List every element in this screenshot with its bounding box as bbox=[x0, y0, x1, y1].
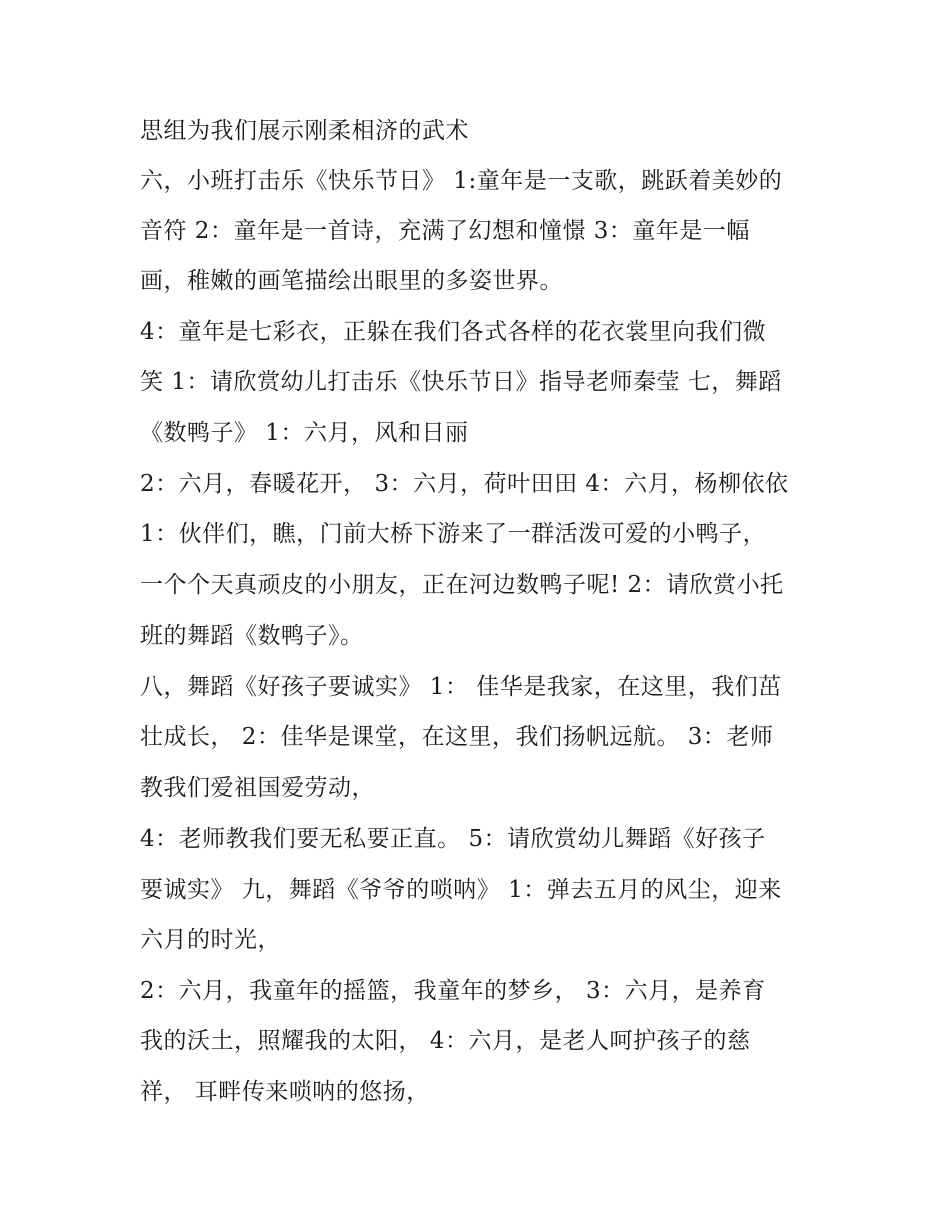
text-line: 祥， 耳畔传来唢呐的悠扬， bbox=[140, 1079, 430, 1105]
text-line: 班的舞蹈《数鸭子》。 bbox=[140, 623, 364, 649]
text-line: 六，小班打击乐《快乐节日》 1:童年是一支歌，跳跃着美妙的 bbox=[140, 168, 783, 194]
text-line: 八，舞蹈《好孩子要诚实》 1： 佳华是我家，在这里，我们茁 bbox=[140, 674, 782, 700]
text-line: 思组为我们展示刚柔相济的武术 bbox=[140, 118, 469, 144]
text-line: 1：伙伴们，瞧，门前大桥下游来了一群活泼可爱的小鸭子， bbox=[140, 521, 767, 547]
text-line: 画，稚嫩的画笔描绘出眼里的多姿世界。 bbox=[140, 268, 563, 294]
text-line: 4：老师教我们要无私要正直。 5：请欣赏幼儿舞蹈《好孩子 bbox=[140, 826, 766, 852]
text-line: 教我们爱祖国爱劳动， bbox=[140, 775, 375, 801]
text-line: 要诚实》 九，舞蹈《爷爷的唢呐》 1：弹去五月的风尘，迎来 bbox=[140, 877, 782, 903]
text-line: 一个个天真顽皮的小朋友，正在河边数鸭子呢! 2：请欣赏小托 bbox=[140, 572, 784, 598]
text-line: 2：六月，春暖花开， 3：六月，荷叶田田 4：六月，杨柳依依 bbox=[140, 471, 789, 497]
text-line: 壮成长， 2：佳华是课堂，在这里，我们扬帆远航。 3：老师 bbox=[140, 724, 774, 750]
text-line: 4：童年是七彩衣，正躲在我们各式各样的花衣裳里向我们微 bbox=[140, 319, 767, 345]
text-line: 2：六月，我童年的摇篮，我童年的梦乡， 3：六月，是养育 bbox=[140, 978, 766, 1004]
text-line: 笑 1：请欣赏幼儿打击乐《快乐节日》指导老师秦莹 七，舞蹈 bbox=[140, 369, 782, 395]
text-line: 《数鸭子》 1：六月，风和日丽 bbox=[140, 420, 469, 446]
text-line: 音符 2：童年是一首诗，充满了幻想和憧憬 3：童年是一幅 bbox=[140, 218, 750, 244]
text-line: 我的沃土，照耀我的太阳， 4：六月，是老人呵护孩子的慈 bbox=[140, 1028, 751, 1054]
text-line: 六月的时光， bbox=[140, 927, 281, 953]
